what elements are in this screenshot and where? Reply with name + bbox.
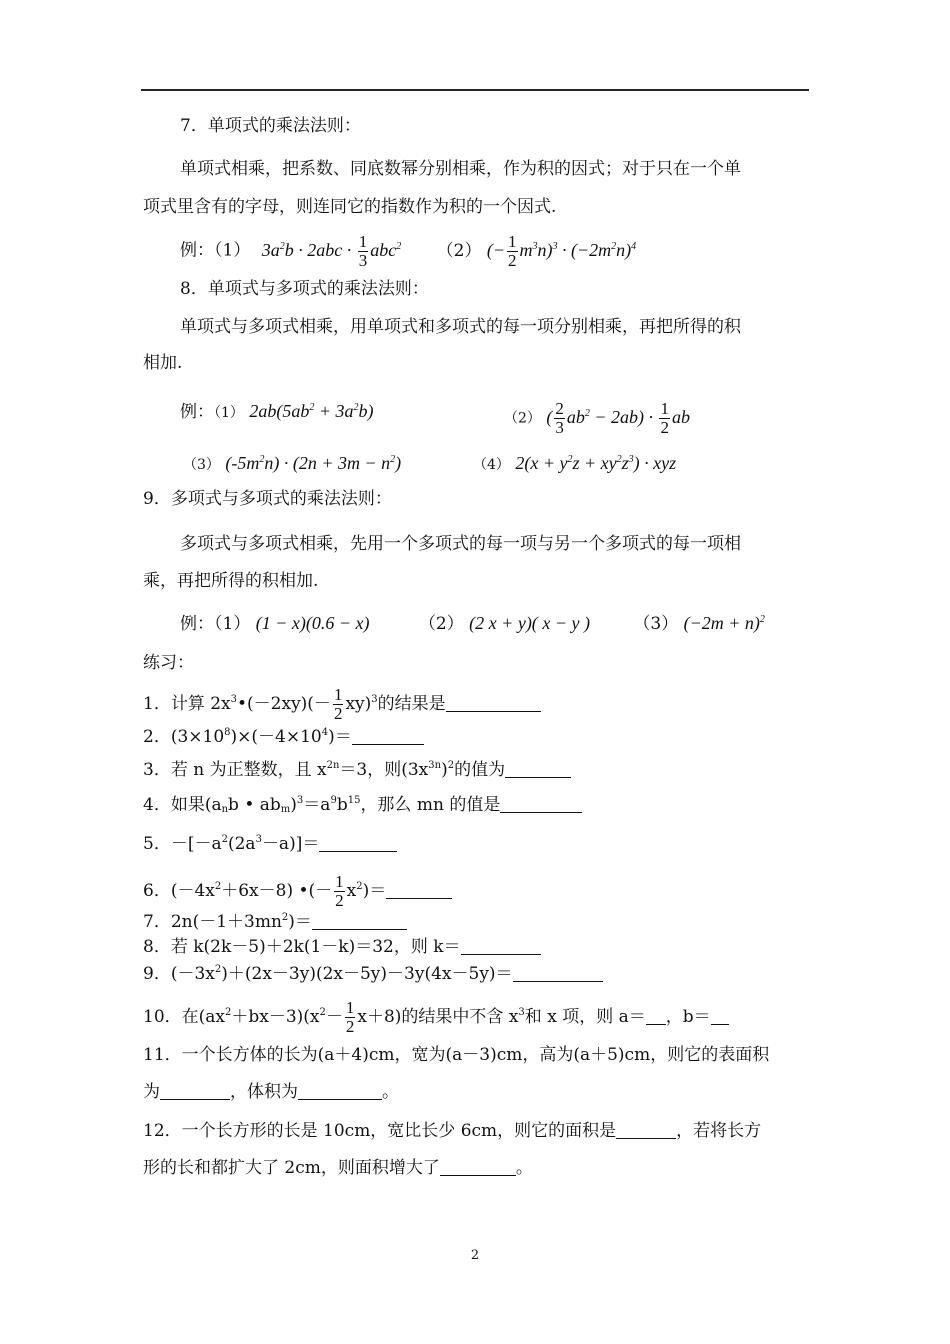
answer-blank-5[interactable] — [319, 833, 397, 852]
formula-7-1: $3a^2b \cdot 2abc$ · $\frac{1}{3}$ abc$^2$ — [261, 232, 402, 270]
example-index-2: （2） — [504, 410, 541, 427]
formula-9-3: $(-2m + n)^2$ — [683, 613, 765, 633]
formula-9-1: (1 − x)(0.6 − x) — [255, 613, 370, 633]
formula-9-2: (2 x + y)( x − y ) — [469, 613, 590, 633]
answer-blank-11b[interactable] — [298, 1081, 382, 1100]
section-7-title: 7．单项式的乘法法则： — [180, 116, 361, 136]
answer-blank-8[interactable] — [461, 936, 541, 955]
section-8-example-2 — [504, 400, 690, 437]
practice-question-11-line-2: 为 ，体积为 。 — [143, 1082, 399, 1102]
answer-blank-1[interactable] — [446, 693, 541, 712]
example-label-2: （2） — [436, 240, 482, 261]
formula-8-4: $2(x + y^2z + xy^2z^3)$ · xyz — [515, 453, 677, 473]
practice-heading: 练习： — [143, 653, 194, 673]
formula-8-1: $2ab(5ab^2 + 3a^2b)$ — [249, 401, 374, 421]
answer-blank-10a[interactable] — [646, 1006, 666, 1025]
section-8-example-4 — [473, 452, 676, 476]
section-9-paragraph-line-2: 乘，再把所得的积相加. — [143, 571, 319, 591]
formula-8-3: $(-5m^2n) \cdot (2n + 3m - n^2)$ — [225, 453, 402, 473]
section-9-title: 9．多项式与多项式的乘法法则： — [143, 489, 392, 509]
section-7-paragraph-line-1: 单项式相乘，把系数、同底数幂分别相乘，作为积的因式；对于只在一个单 — [180, 159, 741, 179]
answer-blank-6[interactable] — [386, 880, 452, 899]
fraction-one-half: $\frac{1}{2}$ — [345, 998, 355, 1036]
fraction-one-half: $\frac{1}{2}$ — [335, 872, 344, 910]
practice-question-8: 8．若 k(2k－5)＋2k(1－k)＝32，则 k＝ — [143, 936, 541, 958]
section-9-paragraph-line-1: 多项式与多项式相乘，先用一个多项式的每一项与另一个多项式的每一项相 — [180, 534, 741, 554]
header-rule — [141, 89, 809, 91]
practice-question-2: 2．$(3\times 10^8)\times(-4\times 10^4)=$ — [143, 726, 424, 748]
answer-blank-2[interactable] — [352, 726, 424, 745]
section-8-paragraph-line-1: 单项式与多项式相乘，用单项式和多项式的每一项分别相乘，再把所得的积 — [180, 317, 741, 337]
practice-question-9: 9．$(-3x^2)+(2x-3y)(2x-5y)-3y(4x-5y)=$ — [143, 963, 603, 985]
answer-blank-12b[interactable] — [440, 1157, 516, 1176]
section-7-paragraph-line-2: 项式里含有的字母，则连同它的指数作为积的一个因式. — [143, 197, 557, 217]
practice-question-1: 1．计算 $2x^3•(-2xy)(-$ $\frac{1}{2}$ xy)$^3$的结果是 — [143, 686, 541, 723]
practice-question-12-line-2: 形的长和都扩大了 2cm，则面积增大了 。 — [143, 1158, 533, 1178]
answer-blank-9[interactable] — [513, 963, 603, 982]
section-8-example-row-1 — [180, 400, 373, 424]
example-label: 例：（1） — [180, 240, 251, 261]
answer-blank-4[interactable] — [500, 794, 582, 813]
answer-blank-11a[interactable] — [160, 1081, 230, 1100]
formula-7-2: (− $\frac{1}{2}$ $m^3n)^3 \cdot (-2m^2n)^4$ — [486, 232, 637, 270]
formula-8-2: ( $\frac{2}{3}$ $ab^2 - 2ab$) · $\frac{1}{2}$ ab — [546, 399, 690, 437]
example-index-3: （3） — [183, 457, 220, 473]
practice-question-11-line-1: 11．一个长方体的长为(a＋4)cm，宽为(a－3)cm，高为(a＋5)cm，则它的表面积 — [143, 1045, 770, 1065]
section-8-example-3 — [183, 452, 401, 476]
practice-question-10: 10．在$(ax^2+bx-3)(x^2-$ $\frac{1}{2}$ x＋8)的结果中不含 $x^3$和 x 项，则 a＝ ，b＝ — [143, 999, 729, 1036]
section-8-paragraph-line-2: 相加. — [143, 353, 183, 373]
page-number: 2 — [470, 1248, 480, 1263]
section-9-examples — [180, 612, 765, 635]
practice-question-4: 4．如果($a_nb$ • $ab_m)^3=a^9b^{15}$，那么 mn 的值是 — [143, 794, 582, 816]
practice-question-7: 7．$2n(-1+3mn^2)=$ — [143, 911, 407, 933]
answer-blank-3[interactable] — [505, 759, 571, 778]
example-index-4: （4） — [473, 457, 510, 473]
practice-question-6: 6．$(-4x^2+6x-8)$ •(－ $\frac{1}{2}$ $x^2)=$ — [143, 873, 452, 910]
section-8-title: 8．单项式与多项式的乘法法则： — [180, 279, 429, 299]
section-7-examples — [180, 233, 636, 270]
example-index-3: （3） — [633, 614, 679, 634]
fraction-one-half: $\frac{1}{2}$ — [333, 685, 343, 723]
example-label: 例：（1） — [180, 614, 251, 634]
answer-blank-7[interactable] — [312, 911, 407, 930]
practice-question-12-line-1: 12．一个长方形的长是 10cm，宽比长少 6cm，则它的面积是 ，若将长方 — [143, 1121, 762, 1141]
answer-blank-10b[interactable] — [711, 1006, 729, 1025]
example-label: 例： — [180, 402, 214, 422]
example-index-2: （2） — [418, 614, 464, 634]
practice-question-5: 5．$-[-a^2(2a^3-a)]=$ — [143, 833, 397, 855]
answer-blank-12a[interactable] — [616, 1120, 676, 1139]
example-index-1: （1） — [214, 405, 244, 421]
practice-question-3: 3．若 n 为正整数，且 $x^{2n}=3$，则$(3x^{3n})^2$的值为 — [143, 759, 571, 781]
